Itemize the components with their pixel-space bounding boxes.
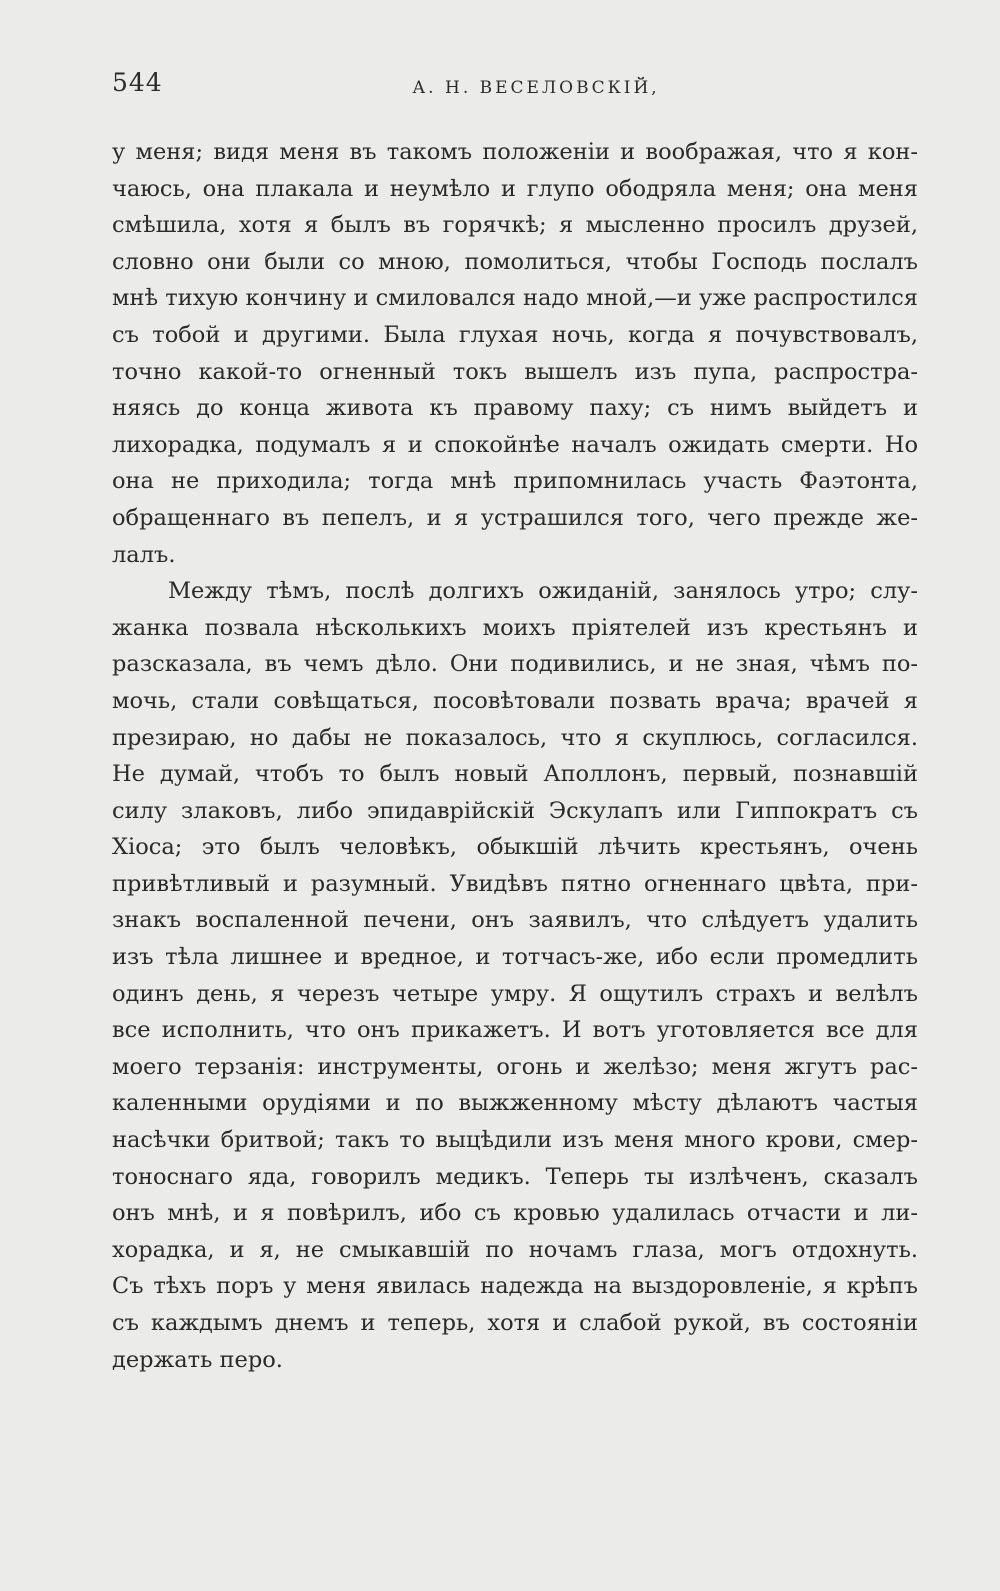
- text-line: тоноснаго яда, говорилъ медикъ. Теперь ты излѣченъ, сказалъ: [112, 1163, 918, 1190]
- text-line: разсказала, въ чемъ дѣло. Они подивились, и не зная, чѣмъ по-: [112, 651, 918, 678]
- text-line: привѣтливый и разумный. Увидѣвъ пятно огненнаго цвѣта, при-: [112, 870, 918, 897]
- text-line: онъ мнѣ, и я повѣрилъ, ибо съ кровью удалилась отчасти и ли-: [112, 1200, 918, 1227]
- text-line: все исполнить, что онъ прикажетъ. И вотъ уготовляется все для: [112, 1017, 918, 1044]
- paragraph-2: [112, 573, 918, 1378]
- text-line: презираю, но дабы не показалось, что я скуплюсь, согласился.: [112, 724, 918, 751]
- text-line: словно они были со мною, помолиться, чтобы Господь послалъ: [112, 248, 918, 275]
- text-line: чаюсь, она плакала и неумѣло и глупо ободряла меня; она меня: [112, 175, 918, 202]
- text-line: обращеннаго въ пепелъ, и я устрашился того, чего прежде же-: [112, 504, 918, 531]
- text-line: лихорадка, подумалъ я и спокойнѣе началъ ожидать смерти. Но: [112, 431, 918, 458]
- text-line: мочь, стали совѣщаться, посовѣтовали позвать врача; врачей я: [112, 687, 918, 714]
- text-line: жанка позвала нѣсколькихъ моихъ пріятелей изъ крестьянъ и: [112, 614, 918, 641]
- text-line: лалъ.: [112, 541, 176, 568]
- text-line: каленными орудіями и по выжженному мѣсту дѣлаютъ частыя: [112, 1090, 918, 1117]
- text-line: хорадка, и я, не смыкавшій по ночамъ глаза, могъ отдохнуть.: [112, 1236, 918, 1263]
- text-line: одинъ день, я черезъ четыре умру. Я ощутилъ страхъ и велѣлъ: [112, 980, 918, 1007]
- text-line: Между тѣмъ, послѣ долгихъ ожиданій, занялось утро; слу-: [168, 578, 918, 605]
- paragraph-1: [112, 134, 918, 573]
- text-line: съ каждымъ днемъ и теперь, хотя и слабой рукой, въ состояніи: [112, 1310, 918, 1336]
- text-line: у меня; видя меня въ такомъ положеніи и воображая, что я кон-: [112, 139, 918, 165]
- text-line: съ тобой и другими. Была глухая ночь, когда я почувствовалъ,: [112, 321, 918, 348]
- text-line: Хіоса; это былъ человѣкъ, обыкшій лѣчить крестьянъ, очень: [112, 834, 918, 861]
- body-text: [112, 134, 918, 1378]
- text-line: точно какой-то огненный токъ вышелъ изъ пупа, распростра-: [112, 358, 918, 385]
- text-line: она не приходила; тогда мнѣ припомнилась участь Фаэтонта,: [112, 468, 918, 495]
- text-line: изъ тѣла лишнее и вредное, и тотчасъ-же, ибо если промедлить: [112, 944, 918, 971]
- text-line: держать перо.: [112, 1346, 283, 1373]
- running-head: [112, 66, 920, 106]
- text-line: силу злаковъ, либо эпидаврійскій Эскулапъ или Гиппократъ съ: [112, 797, 918, 824]
- text-line: Не думай, чтобъ то былъ новый Аполлонъ, первый, познавшій: [112, 761, 918, 788]
- text-line: смѣшила, хотя я былъ въ горячкѣ; я мысленно просилъ друзей,: [112, 212, 918, 239]
- text-line: Съ тѣхъ поръ у меня явилась надежда на выздоровленіе, я крѣпъ: [112, 1273, 918, 1300]
- text-line: моего терзанія: инструменты, огонь и желѣзо; меня жгутъ рас-: [112, 1053, 918, 1080]
- text-line: знакъ воспаленной печени, онъ заявилъ, что слѣдуетъ удалить: [112, 907, 918, 934]
- text-line: насѣчки бритвой; такъ то выцѣдили изъ меня много крови, смер-: [112, 1127, 918, 1154]
- running-head-author: А. Н. ВЕСЕЛОВСКІЙ,: [412, 78, 660, 98]
- text-line: няясь до конца живота къ правому паху; съ нимъ выйдетъ и: [112, 395, 918, 422]
- page-number: 544: [112, 68, 163, 97]
- text-line: мнѣ тихую кончину и смиловался надо мной,—и уже распростился: [112, 285, 918, 312]
